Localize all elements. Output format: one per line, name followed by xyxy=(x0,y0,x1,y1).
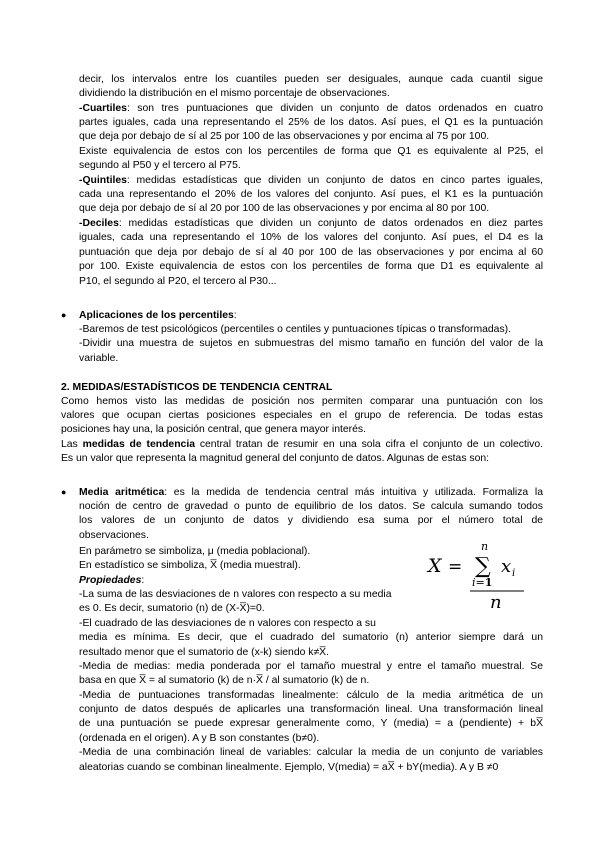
paragraph-line: iguales, cada una representando el 10% de los valores del conjunto. Así pues, el D4 es la xyxy=(79,232,543,243)
paragraph-line: (ordenada en el origen). A y B son constantes (b≠0). xyxy=(79,733,320,744)
bullet-icon: ● xyxy=(61,487,67,497)
formula-sigma: ∑ xyxy=(475,554,491,579)
paragraph-line: que deja por debajo de sí al 20 por 100 de las observaciones y por encima al 80 por 100. xyxy=(79,203,490,214)
paragraph-line: resultado menor que el sumatorio de (x-k) siendo k≠X̅. xyxy=(79,647,329,658)
tendencia-term: medidas de tendencia xyxy=(82,439,196,450)
paragraph-line: valores que ocupan ciertas posiciones especiales en el grupo de referencia. De todas estas xyxy=(61,410,543,421)
paragraph-line: posiciones hay una, la posición central, que genera mayor interés. xyxy=(61,424,366,435)
paragraph-line: puntuación que deja por debajo de sí al 40 por 100 de las observaciones y por encima al 60 xyxy=(79,247,543,258)
quintiles-line-1: -Quintiles: medidas estadísticas que dividen un conjunto de datos en cinco partes iguales, xyxy=(79,175,543,186)
paragraph-line: -El cuadrado de las desviaciones de n valores con respecto a su xyxy=(79,618,376,629)
paragraph-line: que deja por debajo de sí al 25 por 100 de las observaciones y por encima al 75 por 100. xyxy=(79,131,490,142)
paragraph-line: En estadístico se simboliza, X̅ (media muestral). xyxy=(79,560,301,571)
paragraph-line: decir, los intervalos entre los cuantiles pueden ser desiguales, aunque cada cuantil sigue xyxy=(79,74,543,85)
paragraph-line: En parámetro se simboliza, μ (media poblacional). xyxy=(79,546,311,557)
paragraph-line: P10, el segundo al P20, el tercero al P30... xyxy=(79,276,277,287)
section-heading: 2. MEDIDAS/ESTADÍSTICOS DE TENDENCIA CENTRAL xyxy=(61,382,333,393)
paragraph-line: basa en que X̅ = al sumatorio (k) de n·X̅ / al sumatorio (k) de n. xyxy=(79,675,370,686)
deciles-line-1: -Deciles: medidas estadísticas que dividen un conjunto de datos ordenados en diez partes xyxy=(79,218,543,229)
paragraph-line: es 0. Es decir, sumatorio (n) de (X-X̅)=0. xyxy=(79,603,265,614)
media-term: Media aritmética xyxy=(79,487,165,498)
propiedades-heading: Propiedades: xyxy=(79,575,145,586)
paragraph-line: -Media de puntuaciones transformadas linealmente: cálculo de la media aritmética de un xyxy=(79,690,543,701)
formula-denominator: n xyxy=(490,592,502,612)
paragraph-line: -La suma de las desviaciones de n valores con respecto a su media xyxy=(79,589,392,600)
bullet-icon: ● xyxy=(61,310,67,320)
paragraph-line: -Media de una combinación lineal de variables: calcular la media de un conjunto de variables xyxy=(79,747,543,758)
paragraph-line: Las medidas de tendencia central tratan de resumir en una sola cifra el conjunto de un colectivo. xyxy=(61,439,544,450)
formula-lhs: X xyxy=(428,555,442,577)
formula-x-sub: i xyxy=(512,568,516,579)
paragraph-line: -Dividir una muestra de sujetos en submuestras del mismo tamaño en función del valor de la xyxy=(79,338,543,349)
paragraph-line: conjunto de datos después de aplicarles una transformación lineal. Una transformación lineal xyxy=(79,704,543,715)
paragraph-line: aleatorias cuando se combinan linealmente. Ejemplo, V(media) = aX̅ + bY(media). A y B ≠0 xyxy=(79,762,499,773)
cuartiles-term: -Cuartiles xyxy=(79,103,127,114)
paragraph-line: noción de centro de gravedad o punto de equilibrio de los datos. Se calcula sumando todos xyxy=(79,501,543,512)
paragraph-line: Existe equivalencia de estos con los percentiles de forma que Q1 es equivalente al P25, el xyxy=(79,146,543,157)
paragraph-line: segundo al P50 y el tercero al P75. xyxy=(79,160,241,171)
paragraph-line: partes iguales, cada una representando el 25% de los datos. Así pues, el Q1 es la puntuación xyxy=(79,117,543,128)
formula-upper-limit: n xyxy=(481,540,489,553)
paragraph-line: media es mínima. Es decir, que el cuadrado del sumatorio (n) anterior siempre dará un xyxy=(79,632,543,643)
mean-formula xyxy=(426,540,556,612)
paragraph-line: de una puntuación se puede expresar generalmente como, Y (media) = a (pendiente) + bX̅ xyxy=(79,718,543,729)
paragraph-line: -Baremos de test psicológicos (percentiles o centiles y puntuaciones típicas o transformadas). xyxy=(79,324,511,335)
cuartiles-line-1: -Cuartiles: son tres puntuaciones que dividen un conjunto de datos ordenados en cuatro xyxy=(79,103,543,114)
paragraph-line: variable. xyxy=(79,353,119,364)
paragraph-line: cada una representando el 20% de los valores del conjunto. Así pues, el K1 es la puntuación xyxy=(79,189,543,200)
aplicaciones-title: Aplicaciones de los percentiles: xyxy=(79,310,237,321)
paragraph-line: dividiendo la distribución en el mismo porcentaje de observaciones. xyxy=(79,88,390,99)
quintiles-term: -Quintiles xyxy=(79,175,127,186)
paragraph-line: Es un valor que representa la magnitud general del conjunto de datos. Algunas de estas son: xyxy=(61,453,490,464)
paragraph-line: observaciones. xyxy=(79,530,149,541)
paragraph-line: Como hemos visto las medidas de posición nos permiten comparar una puntuación con los xyxy=(61,396,543,407)
deciles-term: -Deciles xyxy=(79,218,119,229)
formula-x: x xyxy=(501,556,512,577)
media-line-1: Media aritmética: es la medida de tendencia central más intuitiva y utilizada. Formaliza la xyxy=(79,487,543,498)
paragraph-line: -Media de medias: media ponderada por el tamaño muestral y entre el tamaño muestral. Se xyxy=(79,661,543,672)
paragraph-line: los valores de un conjunto de datos y dividiendo esa suma por el número total de xyxy=(79,515,543,526)
formula-lower-limit: i=1 xyxy=(472,576,493,589)
paragraph-line: por 100. Existe equivalencia de estos con los percentiles de forma que D1 es equivalente al xyxy=(79,261,543,272)
formula-equals: = xyxy=(448,557,463,577)
